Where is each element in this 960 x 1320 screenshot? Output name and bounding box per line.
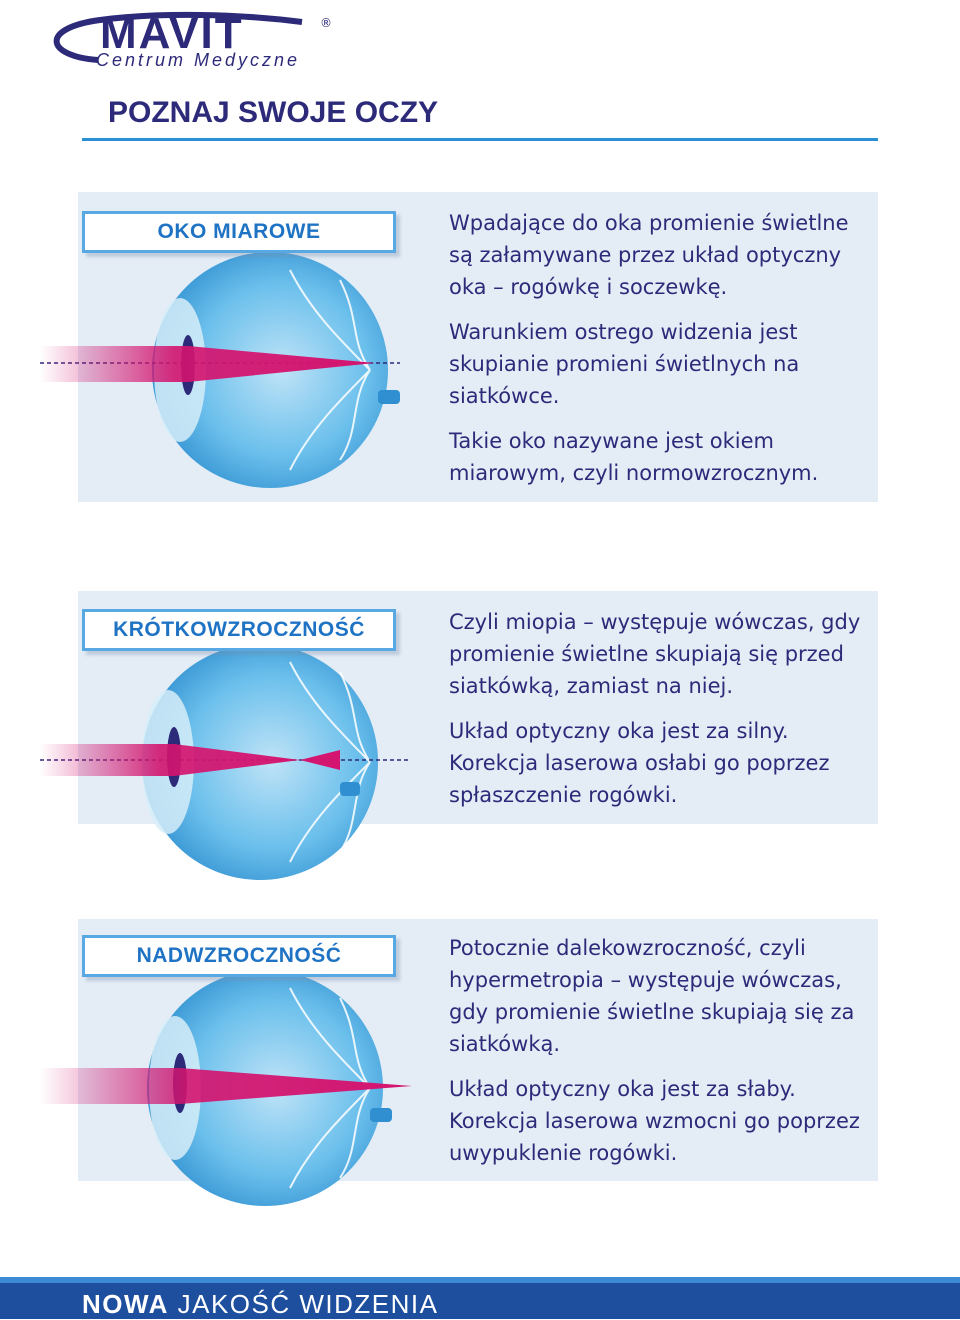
footer-slogan-bold: NOWA <box>82 1289 169 1319</box>
description-paragraph: Warunkiem ostrego widzenia jest skupianie promieni świetlnych na siatkówce. <box>449 320 800 408</box>
mavit-logo <box>40 8 340 74</box>
logo-name: MAVIT <box>100 9 244 58</box>
eye-diagram-emmetropia-icon <box>40 250 420 490</box>
description-paragraph: Czyli miopia – występuje wówczas, gdy promienie świetlne skupiają się przed siatkówką, zamiast na niej. <box>449 610 861 698</box>
description-paragraph: Wpadające do oka promienie świetlne są załamywane przez układ optyczny oka – rogówkę i soczewkę. <box>449 211 849 299</box>
logo-subtitle: Centrum Medyczne <box>96 50 301 70</box>
footer-banner <box>0 1277 960 1319</box>
section-label-hyperopia: NADWZROCZNOŚĆ <box>82 935 396 977</box>
footer-slogan <box>82 1289 438 1320</box>
eye-diagram-hyperopia-icon <box>40 968 420 1208</box>
footer-slogan-rest: JAKOŚĆ WIDZENIA <box>177 1289 439 1319</box>
section-description-hyperopia <box>449 932 869 1182</box>
description-paragraph: Potocznie dalekowzroczność, czyli hypermetropia – występuje wówczas, gdy promienie świetlne skupiają się za siatkówką. <box>449 936 855 1056</box>
description-paragraph: Układ optyczny oka jest za słaby. Korekcja laserowa wzmocni go poprzez uwypuklenie rogówki. <box>449 1077 860 1165</box>
section-description-emmetropia <box>449 207 869 502</box>
section-description-myopia <box>449 606 869 824</box>
eye-diagram-myopia-icon <box>40 642 420 882</box>
description-paragraph: Takie oko nazywane jest okiem miarowym, czyli normowzrocznym. <box>449 429 819 485</box>
description-paragraph: Układ optyczny oka jest za silny. Korekcja laserowa osłabi go poprzez spłaszczenie rogówki. <box>449 719 830 807</box>
title-divider <box>82 138 878 141</box>
section-label-emmetropia: OKO MIAROWE <box>82 211 396 253</box>
footer-stripe <box>0 1277 960 1283</box>
logo-registered-mark: ® <box>320 16 332 30</box>
page-title: POZNAJ SWOJE OCZY <box>108 96 439 129</box>
section-label-myopia: KRÓTKOWZROCZNOŚĆ <box>82 609 396 651</box>
